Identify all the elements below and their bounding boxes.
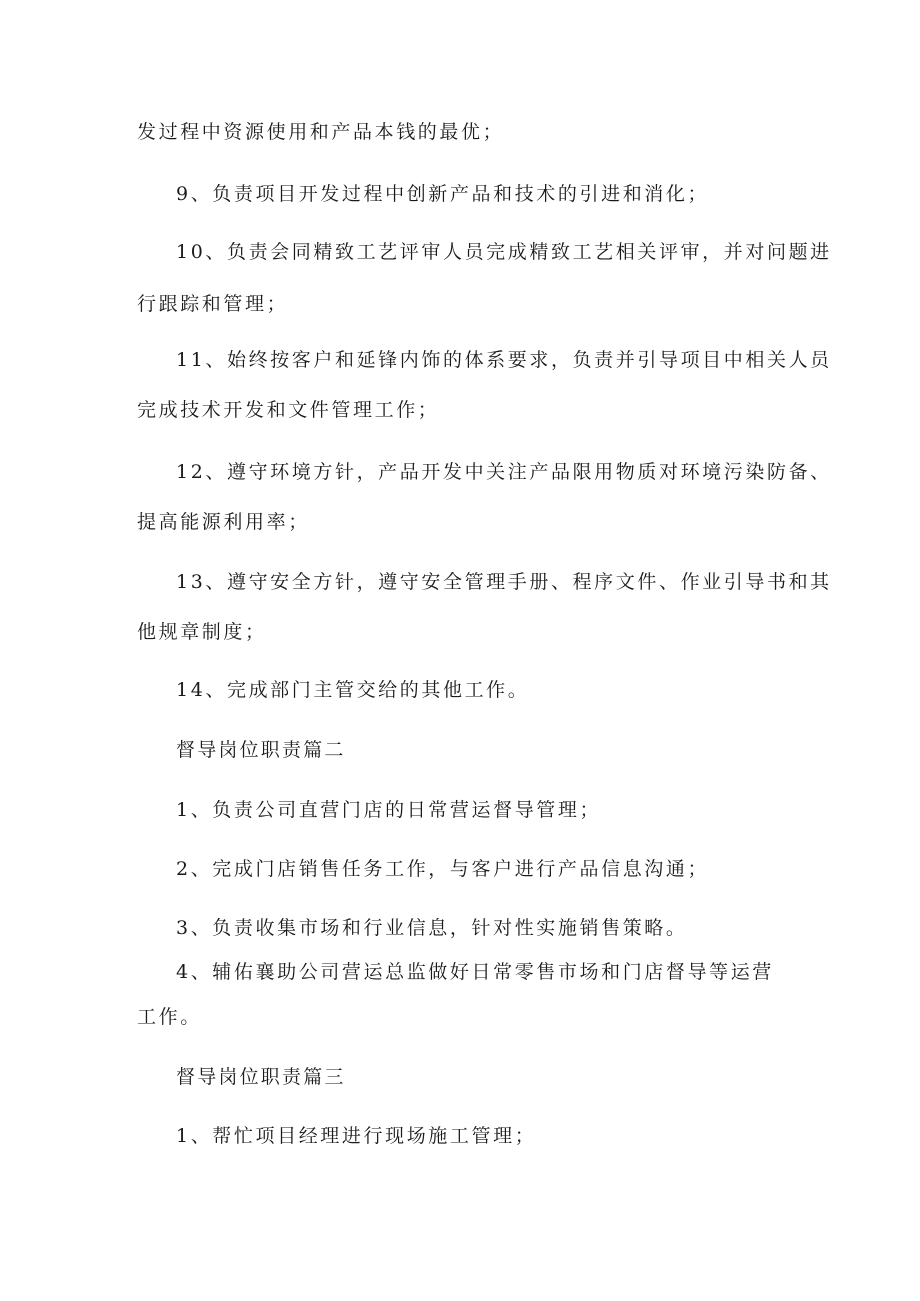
text-line: 他规章制度； [137, 621, 267, 643]
list-item: 3、负责收集市场和行业信息，针对性实施销售策略。 [176, 917, 688, 939]
list-item: 9、负责项目开发过程中创新产品和技术的引进和消化； [176, 183, 710, 205]
list-item: 2、完成门店销售任务工作，与客户进行产品信息沟通； [176, 858, 710, 880]
list-item: 13、遵守安全方针，遵守安全管理手册、程序文件、作业引导书和其 [176, 571, 832, 593]
list-item: 1、负责公司直营门店的日常营运督导管理； [176, 799, 602, 821]
text-line: 工作。 [137, 1006, 202, 1028]
list-item: 11、始终按客户和延锋内饰的体系要求，负责并引导项目中相关人员 [176, 349, 832, 371]
text-line: 发过程中资源使用和产品本钱的最优； [137, 121, 505, 143]
text-line: 行跟踪和管理； [137, 293, 289, 315]
list-item: 12、遵守环境方针，产品开发中关注产品限用物质对环境污染防备、 [176, 461, 832, 483]
section-heading: 督导岗位职责篇三 [176, 1066, 346, 1088]
list-item: 14、完成部门主管交给的其他工作。 [176, 679, 530, 701]
text-line: 提高能源利用率； [137, 511, 310, 533]
list-item: 10、负责会同精致工艺评审人员完成精致工艺相关评审，并对问题进 [176, 241, 832, 263]
list-item: 4、辅佑襄助公司营运总监做好日常零售市场和门店督导等运营 [176, 961, 774, 983]
list-item: 1、帮忙项目经理进行现场施工管理； [176, 1125, 537, 1147]
text-line: 完成技术开发和文件管理工作； [137, 399, 440, 421]
section-heading: 督导岗位职责篇二 [176, 739, 346, 761]
